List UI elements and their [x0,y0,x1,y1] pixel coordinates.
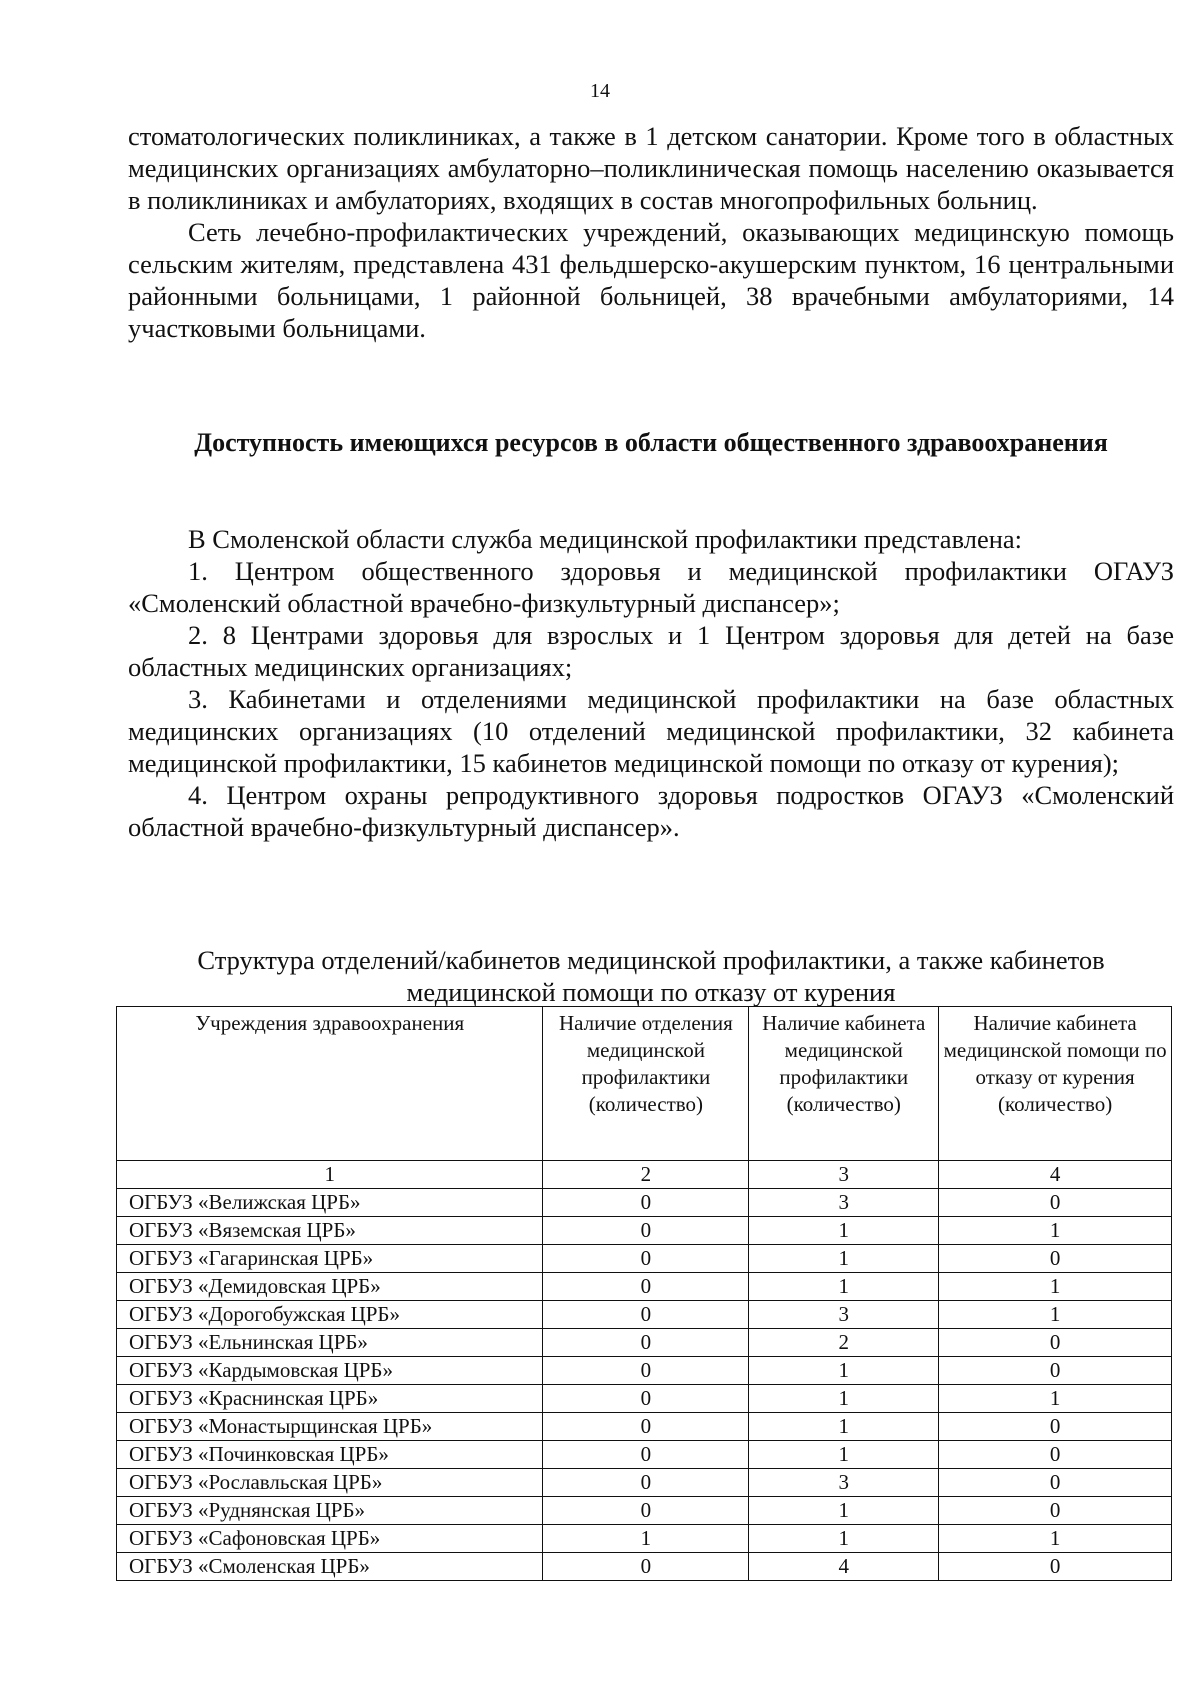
institution-name: ОГБУЗ «Смоленская ЦРБ» [117,1553,543,1581]
table-header-row [117,1007,1172,1161]
institution-name: ОГБУЗ «Гагаринская ЦРБ» [117,1245,543,1273]
table-row [117,1357,1172,1385]
intro-section [128,120,1174,344]
prevention-department-count: 0 [543,1413,749,1441]
prevention-intro: В Смоленской области служба медицинской профилактики представлена: [188,524,1023,554]
institution-name: ОГБУЗ «Починковская ЦРБ» [117,1441,543,1469]
smoking-cessation-office-count: 0 [939,1357,1172,1385]
header-smoking-cessation-office: Наличие кабинета медицинской помощи по отказу от курения (количество) [939,1007,1172,1161]
table-row [117,1217,1172,1245]
smoking-cessation-office-count: 0 [939,1553,1172,1581]
prevention-item-2: 2. 8 Центрами здоровья для взрослых и 1 Центром здоровья для детей на базе областных медицинских организациях; [128,620,1174,682]
prevention-department-count: 0 [543,1357,749,1385]
smoking-cessation-office-count: 1 [939,1217,1172,1245]
prevention-department-count: 0 [543,1217,749,1245]
prevention-department-count: 0 [543,1469,749,1497]
prevention-office-count: 1 [749,1357,939,1385]
prevention-office-count: 1 [749,1217,939,1245]
column-number: 3 [749,1161,939,1189]
prevention-department-count: 0 [543,1329,749,1357]
prevention-table [116,1006,1172,1581]
institution-name: ОГБУЗ «Демидовская ЦРБ» [117,1273,543,1301]
page-number: 14 [590,80,610,102]
institution-name: ОГБУЗ «Сафоновская ЦРБ» [117,1525,543,1553]
smoking-cessation-office-count: 1 [939,1273,1172,1301]
header-prevention-department: Наличие отделения медицинской профилактики (количество) [543,1007,749,1161]
prevention-department-count: 0 [543,1189,749,1217]
prevention-section [128,523,1174,843]
table-row [117,1553,1172,1581]
smoking-cessation-office-count: 0 [939,1189,1172,1217]
table-caption: Структура отделений/кабинетов медицинской профилактики, а также кабинетов медицинской помощи по отказу от курения [197,945,1105,1007]
intro-paragraph-2: Сеть лечебно-профилактических учреждений, оказывающих медицинскую помощь сельским жителям, представлена 431 фельдшерско-акушерским пунктом, 16 центральными районными больницами, 1 районной больницей, 38 врачебными амбулаториями, 14 участковыми больницами. [128,217,1174,343]
institution-name: ОГБУЗ «Руднянская ЦРБ» [117,1497,543,1525]
column-number: 1 [117,1161,543,1189]
prevention-office-count: 1 [749,1497,939,1525]
table-row [117,1385,1172,1413]
prevention-department-count: 0 [543,1497,749,1525]
prevention-item-3: 3. Кабинетами и отделениями медицинской профилактики на базе областных медицинских организациях (10 отделений медицинской профилактики, 32 кабинета медицинской профилактики, 15 кабинетов медицинской помощи по отказу от курения); [128,684,1174,778]
table-row [117,1497,1172,1525]
prevention-office-count: 1 [749,1273,939,1301]
prevention-department-count: 0 [543,1273,749,1301]
table-row [117,1245,1172,1273]
prevention-department-count: 0 [543,1385,749,1413]
smoking-cessation-office-count: 0 [939,1441,1172,1469]
smoking-cessation-office-count: 1 [939,1525,1172,1553]
section-heading: Доступность имеющихся ресурсов в области общественного здравоохранения [194,428,1108,457]
institution-name: ОГБУЗ «Кардымовская ЦРБ» [117,1357,543,1385]
institution-name: ОГБУЗ «Монастырщинская ЦРБ» [117,1413,543,1441]
table-row [117,1469,1172,1497]
table-row [117,1189,1172,1217]
prevention-office-count: 1 [749,1441,939,1469]
column-number: 4 [939,1161,1172,1189]
column-number-row [117,1161,1172,1189]
institution-name: ОГБУЗ «Велижская ЦРБ» [117,1189,543,1217]
prevention-item-1: 1. Центром общественного здоровья и медицинской профилактики ОГАУЗ «Смоленский областной врачебно-физкультурный диспансер»; [128,556,1174,618]
smoking-cessation-office-count: 1 [939,1385,1172,1413]
smoking-cessation-office-count: 0 [939,1497,1172,1525]
prevention-office-count: 1 [749,1385,939,1413]
institution-name: ОГБУЗ «Краснинская ЦРБ» [117,1385,543,1413]
intro-paragraph-1: стоматологических поликлиниках, а также в 1 детском санатории. Кроме того в областных медицинских организациях амбулаторно–поликлиническая помощь населению оказывается в поликлиниках и амбулаториях, входящих в состав многопрофильных больниц. [128,121,1174,215]
table-row [117,1525,1172,1553]
smoking-cessation-office-count: 0 [939,1245,1172,1273]
prevention-office-count: 1 [749,1413,939,1441]
smoking-cessation-office-count: 1 [939,1301,1172,1329]
smoking-cessation-office-count: 0 [939,1329,1172,1357]
prevention-office-count: 1 [749,1525,939,1553]
smoking-cessation-office-count: 0 [939,1413,1172,1441]
table-row [117,1441,1172,1469]
institution-name: ОГБУЗ «Вяземская ЦРБ» [117,1217,543,1245]
prevention-item-4: 4. Центром охраны репродуктивного здоровья подростков ОГАУЗ «Смоленский областной врачебно-физкультурный диспансер». [128,780,1174,842]
prevention-department-count: 0 [543,1245,749,1273]
prevention-office-count: 2 [749,1329,939,1357]
table-row [117,1273,1172,1301]
prevention-office-count: 3 [749,1189,939,1217]
prevention-department-count: 1 [543,1525,749,1553]
prevention-department-count: 0 [543,1441,749,1469]
prevention-office-count: 3 [749,1301,939,1329]
smoking-cessation-office-count: 0 [939,1469,1172,1497]
prevention-office-count: 4 [749,1553,939,1581]
header-prevention-office: Наличие кабинета медицинской профилактики (количество) [749,1007,939,1161]
column-number: 2 [543,1161,749,1189]
institution-name: ОГБУЗ «Рославльская ЦРБ» [117,1469,543,1497]
institution-name: ОГБУЗ «Ельнинская ЦРБ» [117,1329,543,1357]
table-row [117,1329,1172,1357]
prevention-office-count: 1 [749,1245,939,1273]
table-row [117,1301,1172,1329]
table-row [117,1413,1172,1441]
header-institution: Учреждения здравоохранения [117,1007,543,1161]
institution-name: ОГБУЗ «Дорогобужская ЦРБ» [117,1301,543,1329]
prevention-department-count: 0 [543,1301,749,1329]
prevention-office-count: 3 [749,1469,939,1497]
prevention-department-count: 0 [543,1553,749,1581]
